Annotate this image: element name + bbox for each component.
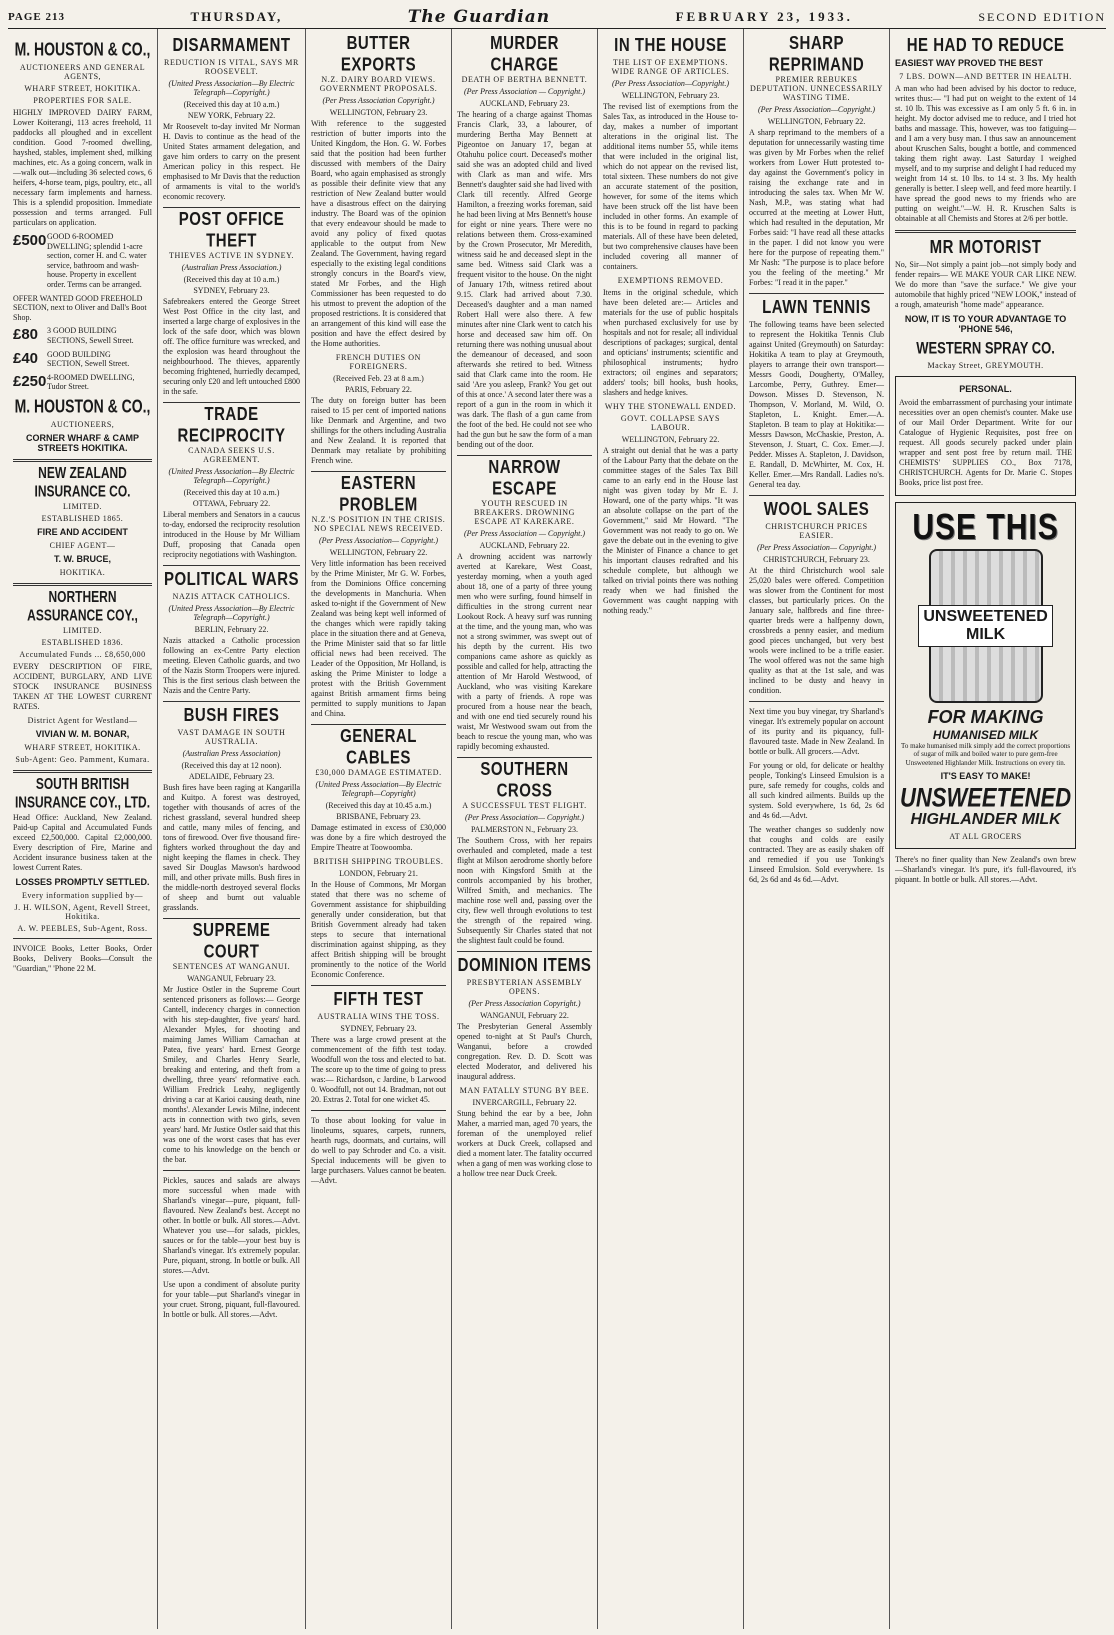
dateline: PALMERSTON N., February 23. [470, 825, 579, 834]
south-british-details: Head Office: Auckland, New Zealand. Paid-up Capital and Accumulated Funds exceed £2,500,000. Capital £2,000,000. Every description of Fire, Marine and Accident insurance business taken at the lowest Current Rates. [13, 812, 152, 872]
subhead: N.Z.'S POSITION IN THE CRISIS. NO SPECIAL NEWS RECEIVED. [311, 515, 446, 533]
credit-line: (Per Press Association — Copyright.) [463, 529, 586, 538]
credit-line: (Per Press Association Copyright.) [322, 96, 435, 105]
article-body: Damage estimated in excess of £30,000 was done by a fire which destroyed the Empire Theatre at Toowoomba. [311, 823, 446, 852]
district-agent-label: District Agent for Westland— [27, 715, 138, 725]
losses-settled: LOSSES PROMPTLY SETTLED. [15, 876, 150, 887]
nz-insurance-limited: LIMITED. [63, 501, 102, 511]
kruschen-tagline: EASIEST WAY PROVED THE BEST [895, 58, 1044, 68]
newspaper-title: The Guardian [407, 7, 551, 27]
article-body: A sharp reprimand to the members of a deputation for unnecessarily wasting time was given by Mr Forbes when the relief workers from Lower Hutt protested to-day against the Government's policy in raising the exchange rate and in introducing the sales tax. When Mr W. Nash, M.P., was stating what had occurred at the meeting at Lower Hutt, which had resulted in the deputation, Mr Forbes said: "I have read all these attacks in the paper. I did not know you were here for the purpose of repeating them." Mr Nash: "The purpose is to place before you the feeling of the meeting." Mr Forbes: "I read it in the paper." [749, 128, 884, 287]
dateline: WELLINGTON, February 23. [329, 108, 428, 117]
divider [749, 701, 884, 702]
dateline: BRISBANE, February 23. [336, 812, 421, 821]
dateline: PARIS, February 22. [345, 385, 412, 394]
subhead: SENTENCES AT WANGANUI. [172, 962, 291, 971]
column-2 [158, 29, 306, 1629]
unsweetened-wordmark: UNSWEETENED [900, 782, 1072, 813]
article-body: Liberal members and Senators in a caucus to-day, endorsed the reciprocity resolution introduced in the House by Mr William Duff, proposing that Canada open reciprocity negotiations with Washington. [163, 510, 300, 559]
headline-butter-exports: BUTTER EXPORTS [340, 32, 417, 76]
divider [895, 230, 1076, 233]
houston-ad-address: WHARF STREET, HOKITIKA. [24, 84, 141, 93]
masthead [8, 6, 1106, 29]
listing-desc: OFFER WANTED GOOD FREEHOLD SECTION, next to Oliver and Dall's Boot Shop. [13, 293, 147, 322]
divider [163, 565, 300, 566]
headline-bush-fires: BUSH FIRES [183, 704, 280, 727]
divider [457, 951, 592, 952]
received-line: (Received this day at 10.45 a.m.) [325, 801, 432, 810]
article-body: With reference to the suggested restriction of butter imports into the United Kingdom, the Hon. G. W. Forbes said that the position had been further discussed with members of the Dairy Board, who again emphasised as strongly as possible their definite view that any restriction of New Zealand butter would have a disastrous effect on the dairying industry. The Board was of the opinion that every endeavour should be made to avoid any policy of fixed quotas applicable to the output from New Zealand. The Government, having regard especially to the existing legal conditions strongly concurs in the Board's view, stated Mr Forbes, and the High Commissioner has been requested to do his utmost to prevent the adoption of the proposed restrictions. It is considered that an arrangement of this kind will ease the position and have the effect desired by the Home authorities. [311, 119, 446, 348]
received-line: (Received this day at 10 a.m.) [183, 100, 280, 109]
listing-price: £40 [13, 349, 39, 367]
western-spray-name: WESTERN SPRAY CO. [916, 337, 1055, 358]
northern-established: ESTABLISHED 1836. [41, 637, 124, 647]
make-instructions: To make humanised milk simply add the correct proportions of sugar of milk and boiled water to pure germ-free Unsweetened Highlander Milk. Instructions on every tin. [901, 742, 1071, 767]
article-body: The duty on foreign butter has been raised to 15 per cent of imported nations like Denmark and Argentine, and two shillings for the others including Australia and New Zealand. It is reported that Denmark may retaliate by prohibiting French wine. [311, 396, 446, 465]
column-3 [306, 29, 452, 1629]
headline-eastern-problem: EASTERN PROBLEM [339, 472, 418, 516]
fire-accident: FIRE AND ACCIDENT [37, 526, 128, 537]
invoice-books-ad: INVOICE Books, Letter Books, Order Books, Delivery Books—Consult the "Guardian," 'Phone 22 M. [13, 943, 152, 973]
subhead: EXEMPTIONS REMOVED. [617, 276, 724, 285]
linoleum-advt: To those about looking for value in linoleums, squares, carpets, runners, hearth rugs, doormats, and curtains, will do well to pay Schroder and Co. a visit. Special inducements will be given to large purchasers. Values cannot be beaten.—Advt. [311, 1116, 446, 1185]
insurance-description: EVERY DESCRIPTION OF FIRE, ACCIDENT, BURGLARY, AND LIVE STOCK INSURANCE BUSINESS TAKEN AT THE LOWEST CURRENT RATES. [13, 661, 152, 711]
dateline: WELLINGTON, February 22. [329, 548, 428, 557]
nz-insurance-established: ESTABLISHED 1865. [41, 513, 124, 523]
subhead: CANADA SEEKS U.S. AGREEMENT. [188, 446, 275, 464]
northern-limited: LIMITED. [63, 625, 102, 635]
column-4 [452, 29, 598, 1629]
article-body: Safebreakers entered the George Street West Post Office in the city last, and inserted a large charge of explosives in the lock of the safe door, which was blown off. The office furniture was wrecked, and the explosion was heard throughout the neighbourhood. The thieves, apparently becoming frightened, hurriedly decamped, securing only £20 and left untouched £800 in the safe. [163, 297, 300, 396]
credit-line: (Per Press Association Copyright.) [468, 999, 581, 1008]
credit-line: (Per Press Association— Copyright.) [318, 536, 439, 545]
sub-agent-kumara: Sub-Agent: Geo. Pamment, Kumara. [15, 754, 150, 764]
houston-ad-firm: M. HOUSTON & CO., [14, 38, 151, 60]
page-number: PAGE 213 [8, 11, 65, 23]
bruce-town: HOKITIKA. [59, 567, 106, 577]
credit-line: (United Press Association—By Electric Telegraph—Copyright.) [168, 467, 295, 485]
credit-line: (Per Press Association — Copyright.) [463, 87, 586, 96]
condiment-advt: Use upon a condiment of absolute purity for your table—put Sharland's vinegar in your cruet. Strong, piquant, full-flavoured. In bottle or bulk. All stores.—Advt. [163, 1280, 300, 1319]
article-body: The hearing of a charge against Thomas Francis Clark, 33, a labourer, of murdering Bertha May Bennett at Pigeontoe on January 17, began at Otahuhu police court. Deceased's mother said she was an adopted child and lived with Clark as man and wife. Mrs Bennett's daughter said she had lived with Clark till recently. Alfred George Hamilton, a freezing works foreman, said he had been living at Mrs Bennett's house for eight or nine years. There were no relations between them. Cross-examined by the Crown Prosecutor, Mr Meredith, witness said he and deceased slept in the same bed. Witness said Clark was a frequent visitor to the house. On the night of January 17th, witness retired about 9.15. Clark had arrived about 7.30. Deceased's daughter and a man named Robert Hall were also there. A few minutes after nine Clark went to catch his horse and deceased saw him off. On returning there was nothing unusual about the demeanour of deceased, and soon afterwards she retired to bed. Witness said that Clark came into the room. He said 'Are you asleep, Frank? You get out of this at once.' A second later there was a report of a gun in the room in which it was dark. The flash of a gun came from the foot of the bed. He could not see who had the gun but he saw the form of a man bending out of the door. [457, 110, 592, 449]
headline-sharp-reprimand: SHARP REPRIMAND [768, 32, 865, 76]
columns [8, 29, 1106, 1629]
headline-in-the-house: IN THE HOUSE [614, 34, 727, 57]
article-body: Mr Justice Ostler in the Supreme Court sentenced prisoners as follows:— George Cantell, indecency charges in connection with his step-daughter, five years' hard. Alexander Myles, for shooting and maiming James William Carnachan at Patea, five years' hard. Ernest George Smiley, and Charles Henry Searle, breaking and entering, and theft from a dwelling, three years' reformative each. William Fredrick Leahy, negligently driving a car at Karioi causing death, nine months'. Alexander Lewis Milne, indecent acts in connection with two girls, seven years' hard. Mr Justice Ostler said that this was one of the worst cases that has ever come to his knowledge on the bench or the bar. [163, 985, 300, 1164]
edition-label: SECOND EDITION [978, 9, 1106, 24]
subhead: DEATH OF BERTHA BENNETT. [461, 75, 588, 84]
personal-ad-body: Avoid the embarrassment of purchasing your intimate necessities over an open chemist's counter. Make use of our Mail Order Department. Write for our Catalogue of Hygienic Requisites, post free on request. All goods securely packed under plain wrapper and sent post free by return mail. THE CHEMISTS' SUPPLIES CO., Box 7178, CHRISTCHURCH. Agents for Dr. Marie C. Stopes Books, price list post free. [899, 398, 1073, 487]
article-body: Nazis attacked a Catholic procession following an ex-Centre Party election meeting. Eleven Catholic guards, and two of the Nazis Storm Troopers were injured. This is the first serious clash between the Nazis and the Centre Party. [163, 636, 300, 695]
divider [13, 583, 152, 586]
listing-desc: 4-ROOMED DWELLING, Tudor Street. [47, 372, 135, 392]
kruschen-ad-body: A man who had been advised by his doctor to reduce, writes thus:— "I had put on weight to the extent of 14 st. 10 lb. This was excessive as I am only 5 ft. 6 in. in height. My doctor advised me to reduce, and I tried hot baths and massage. This, however, was too fatiguing—and I am a very busy man. I thus saw an announcement about Kruschen Salts, bought a bottle, and commenced taking them right away. Last Saturday I weighed myself, and to my surprise and delight I had reduced my weight from 14 st. 10 lbs. to 14 st. 3 lbs. My health generally is better. I sleep well, and feed more heartily. I have spread the good news to my friends who are putting on weight."—W. H. R. Kruschen Salts is obtainable at all Chemists and Stores at 2/6 per bottle. [895, 84, 1077, 223]
subhead: THE LIST OF EXEMPTIONS. WIDE RANGE OF ARTICLES. [611, 58, 730, 76]
dateline: WANGANUI, February 22. [480, 1011, 569, 1020]
subhead: CHRISTCHURCH PRICES EASIER. [765, 522, 868, 540]
chief-agent-label: CHIEF AGENT— [49, 540, 116, 550]
dateline: WELLINGTON, February 23. [621, 91, 720, 100]
credit-line: (United Press Association—By Electric Telegraph—Copyright.) [168, 604, 295, 622]
credit-line: (Australian Press Association) [182, 749, 281, 758]
highlander-wordmark: HIGHLANDER MILK [910, 811, 1061, 829]
headline-southern-cross: SOUTHERN CROSS [480, 758, 569, 802]
houston-ad-firm-2: M. HOUSTON & CO., [14, 395, 151, 417]
divider [311, 985, 446, 986]
headline-disarmament: DISARMAMENT [172, 34, 291, 57]
article-body: Very little information has been received by the Prime Minister, Mr G. W. Forbes, from the Dominions Office concerning the developments in Manchuria. When asked to-night if the Government of New Zealand was being kept well informed of the changes which were rapidly taking place in the situation there and at Geneva, the Prime Minister said that so far little official news had been received. The Leader of the Opposition, Mr Holland, is asking the Prime Minister to lodge a protest with the British Government against British armament firms being permitted to supply munitions to Japan and China. [311, 559, 446, 718]
subhead: FRENCH DUTIES ON FOREIGNERS. [335, 353, 422, 371]
listing-row [13, 350, 152, 369]
column-6 [744, 29, 890, 1629]
headline-mr-motorist: MR MOTORIST [929, 236, 1042, 259]
dateline: SYDNEY, February 23. [193, 286, 270, 295]
dateline: LONDON, February 21. [339, 869, 418, 878]
phone-line: NOW, IT IS TO YOUR ADVANTAGE TO 'PHONE 546, [904, 314, 1067, 334]
subhead: PREMIER REBUKES DEPUTATION. UNNECESSARILY WASTING TIME. [749, 75, 884, 102]
can-label: UNSWEETENED MILK [918, 605, 1052, 647]
article-body: A straight out denial that he was a party of the Labour Party that the debate on the committee stages of the Sales Tax Bill came to an early end in the House last night was given today by Mr E. J. Howard, one of the party whips. "It was an absolute collapse on the part of the Government," said Mr Howard. "The Government was not ready to go on. We gave the debate out in the evening to give the Minister of Finance a chance to get his important clauses redrafted and his schedule complete, but although we talked on trivial points there was nothing ready when we had finished the Government was caught napping with nothing ready." [603, 446, 738, 615]
vinegar-advt: There's no finer quality than New Zealand's own brew—Sharland's vinegar. It's pure, it's full-flavoured, it's piquant. In bottle or bulk. All stores.—Advt. [895, 855, 1077, 885]
article-body: The revised list of exemptions from the Sales Tax, as introduced in the House to-day, makes a number of important alterations in the original list. The additional items number 55, while items that were included in the original list, which do not appear on the revised list, total sixteen. These numbers do not give an accurate statement of the position, however, for some of the items which have been struck off the list have been included in other forms. An example of this is to be found in regard to packing materials. All of these have been deleted, but two comprehensive clauses have been included covering all manner of containers. [603, 102, 738, 271]
western-spray-address: Mackay Street, GREYMOUTH. [927, 361, 1044, 370]
listing-price: £80 [13, 326, 39, 344]
listing-price: £500 [13, 232, 47, 249]
listing-desc: 3 GOOD BUILDING SECTIONS, Sewell Street. [47, 326, 134, 345]
listing-row [13, 294, 152, 323]
dateline: CHRISTCHURCH, February 23. [763, 555, 870, 564]
vinegar-advt: Pickles, sauces and salads are always more successful when made with Sharland's vinegar—pure, piquant, full-flavoured. New Zealand's best. Accept no other. In bottle or bulk. All stores.—Advt. Whatever you use—for salads, pickles, sauces or for the table—your best buy is Sharland's vinegar. It's extremely popular. Pure, piquant, strong. In bottle or bulk. All stores.—Advt. [163, 1176, 300, 1275]
headline-general-cables: GENERAL CABLES [340, 725, 417, 769]
headline-trade-reciprocity: TRADE RECIPROCITY [177, 403, 286, 447]
received-line: (Received Feb. 23 at 8 a.m.) [333, 374, 424, 383]
received-line: (Received this day at 10 a.m.) [183, 275, 280, 284]
headline-lawn-tennis: LAWN TENNIS [762, 296, 871, 319]
credit-line: (Per Press Association—Copyright.) [757, 105, 876, 114]
subhead: THIEVES ACTIVE IN SYDNEY. [168, 251, 295, 260]
divider [749, 495, 884, 496]
article-body: The following teams have been selected to represent the Hokitika Tennis Club against United (Greymouth) on Saturday: Hokitika A team to play at Greymouth, players to arrange their own transport—Messrs Goodi, Dougherty, O'Malley, Larcombe, Perry, Guthrey. Emer—Dowson. Misses D. Stevenson, N. Thompson, V. Morland, M. Wild, O. Stapleton, L. Knight. Emer.—A. Stapleton. B team to play at Hokitika:—Messrs Dawson, McChaskie, Preston, A. Stevenson, J. Stuart, C. Cox. Emer.—J. Pedder. Misses A. Stapleton, J. Davidson, E. Randall, D. McWhirter, M. Cox, H. Keller. Emer.—Mrs Randall. Ladies no's. General tea day. [749, 320, 884, 489]
south-british-name: SOUTH BRITISH INSURANCE COY., LTD. [14, 774, 151, 812]
headline-narrow-escape: NARROW ESCAPE [488, 456, 561, 500]
dairy-farm-listing: HIGHLY IMPROVED DAIRY FARM, Lower Koiterangi, 113 acres freehold, 11 paddocks all ploughed and in excellent condition. Good 7-roomed dwelling, hayshed, stables, implement shed, milking machines, etc. As a going concern, walk in—walk out—including 36 selected cows, 6 heifers, 4-horse team, pigs, poultry, etc., all necessary farm implements and harness. This is a splendid proposition. Immediate possession and terms arranged. Full particulars on application. [13, 108, 152, 227]
subhead: A SUCCESSFUL TEST FLIGHT. [462, 801, 587, 810]
subhead: NAZIS ATTACK CATHOLICS. [172, 592, 291, 601]
accumulated-funds: Accumulated Funds ... £8,650,000 [19, 649, 146, 659]
credit-line: (Per Press Association—Copyright.) [611, 79, 730, 88]
article-body: Items in the original schedule, which have been deleted are:— Articles and materials for the use of public hospitals when purchased exclusively for use by hospitals and not for resale; all individual descriptions of packages; surgical, dental and opticians' instruments; scientific and philosophical instruments; hydro extractors; oil engines and separators; adders' tools; bill hooks, bush hooks, slashers and hedge knives. [603, 288, 738, 397]
divider [163, 701, 300, 702]
headline-wool-sales: WOOL SALES [763, 498, 870, 521]
properties-heading: PROPERTIES FOR SALE. [33, 96, 132, 105]
column-7 [890, 29, 1081, 1629]
subhead: MAN FATALLY STUNG BY BEE. [459, 1086, 590, 1095]
credit-line: (Per Press Association— Copyright.) [756, 543, 877, 552]
houston-ad-role: AUCTIONEERS AND GENERAL AGENTS, [19, 63, 146, 81]
divider [749, 293, 884, 294]
personal-ad-box [895, 376, 1076, 496]
listing-row [13, 232, 152, 290]
dateline: WANGANUI, February 23. [187, 974, 276, 983]
at-all-grocers: AT ALL GROCERS [949, 832, 1022, 842]
dateline: WELLINGTON, February 22. [621, 435, 720, 444]
dateline: WELLINGTON, February 22. [767, 117, 866, 126]
highlander-milk-ad [895, 502, 1076, 849]
listing-desc: GOOD BUILDING SECTION, Sewell Street. [47, 349, 130, 369]
masthead-date: FEBRUARY 23, 1933. [675, 9, 853, 24]
subhead: GOVT. COLLAPSE SAYS LABOUR. [620, 414, 721, 432]
humanised-milk: HUMANISED MILK [932, 728, 1039, 742]
subhead: BRITISH SHIPPING TROUBLES. [313, 857, 444, 866]
agent-bonar: VIVIAN W. M. BONAR, [35, 728, 130, 739]
use-this-heading: USE THIS [912, 507, 1059, 548]
subhead: £30,000 DAMAGE ESTIMATED. [315, 768, 442, 777]
vinegar-advt: Next time you buy vinegar, try Sharland's vinegar. It's extremely popular on account of its purity and its piquancy, full-flavoured taste. Made in New Zealand. In bottle or bulk. All grocers.—Advt. [749, 707, 884, 756]
subhead: VAST DAMAGE IN SOUTH AUSTRALIA. [177, 728, 286, 746]
subhead: YOUTH RESCUED IN BREAKERS. DROWNING ESCAPE AT KAREKARE. [473, 499, 576, 526]
subhead: PRESBYTERIAN ASSEMBLY OPENS. [466, 978, 583, 996]
agent-wilson: J. H. WILSON, Agent, Revell Street, Hokitika. [14, 902, 151, 921]
dateline: BERLIN, February 22. [194, 625, 269, 634]
column-5 [598, 29, 744, 1629]
personal-heading: PERSONAL. [959, 384, 1012, 394]
divider [13, 938, 152, 939]
divider [13, 770, 152, 773]
subhead: N.Z. DAIRY BOARD VIEWS. GOVERNMENT PROPOSALS. [319, 75, 438, 93]
bonar-address: WHARF STREET, HOKITIKA. [24, 742, 141, 752]
headline-dominion-items: DOMINION ITEMS [457, 954, 592, 977]
listing-row [13, 326, 152, 345]
dateline: OTTAWA, February 22. [192, 499, 271, 508]
dateline: SYDNEY, February 23. [340, 1024, 417, 1033]
headline-murder-charge: MURDER CHARGE [490, 32, 559, 76]
listing-row [13, 373, 152, 392]
houston-auctioneers: AUCTIONEERS, [50, 419, 115, 429]
linseed-advt-2: The weather changes so suddenly now that coughs and colds are easily contracted. They are as easily shaken off and remedied if you use Tonking's Linseed Emulsion. Sold everywhere. 1s 6d, 2s 6d and 4s 6d.—Advt. [749, 825, 884, 884]
article-body: There was a large crowd present at the commencement of the fifth test today. Woodfull won the toss and elected to bat. The score up to the time of going to press was:— Richardson, c Jardine, b Larwood 0. Woodfull, not out 14. Bradman, not out 20. Extras 2. Total for one wicket 45. [311, 1035, 446, 1104]
credit-line: (Australian Press Association.) [181, 263, 282, 272]
divider [311, 1110, 446, 1111]
headline-fifth-test: FIFTH TEST [333, 988, 424, 1011]
information-label: Every information supplied by— [22, 890, 143, 900]
dateline: ADELAIDE, February 23. [188, 772, 275, 781]
dateline: AUCKLAND, February 22. [479, 541, 570, 550]
dateline: AUCKLAND, February 23. [479, 99, 570, 108]
subhead: REDUCTION IS VITAL, SAYS MR ROOSEVELT. [164, 58, 299, 76]
credit-line: (United Press Association—By Electric Telegraph—Copyright) [315, 780, 442, 798]
divider [163, 1170, 300, 1171]
divider [13, 459, 152, 462]
dateline: NEW YORK, February 22. [187, 111, 276, 120]
milk-can-icon [923, 549, 1048, 703]
article-body: At the third Christchurch wool sale 25,020 bales were offered. Competition was slower from the Continent for most classes, but particularly prices. On the January sale, halfbreds and fine three-quarter breds were a halfpenny down, crossbreds a penny easier, and medium good pieces unchanged, but very best wools were inclined to be a trifle easier. The wool offered was not the same high quality as that at the 1st sale, and was inclined to be dusty and heavy in condition. [749, 566, 884, 695]
dateline: INVERCARGILL, February 22. [472, 1098, 577, 1107]
subhead: WHY THE STONEWALL ENDED. [604, 402, 737, 411]
credit-line: (United Press Association—By Electric Telegraph—Copyright.) [168, 79, 295, 97]
column-1 [8, 29, 158, 1629]
received-line: (Received this day at 10 a.m.) [183, 488, 280, 497]
listing-desc: GOOD 6-ROOMED DWELLING; splendid 1-acre section, corner H. and C. water service, bathroom and wash-house. Property in excellent order. Terms can be arranged. [47, 232, 147, 289]
for-making: FOR MAKING [927, 707, 1044, 727]
received-line: (Received this day at 12 noon). [181, 761, 282, 770]
listing-price: £250 [13, 372, 47, 390]
headline-political-wars: POLITICAL WARS [163, 568, 300, 591]
article-body: The Presbyterian General Assembly opened to-night at St Paul's Church, Wanganui, before a crowded congregation. Rev. D. D. Scott was elected Moderator, and delivered his inaugural address. [457, 1022, 592, 1081]
kruschen-sub: 7 LBS. DOWN—AND BETTER IN HEALTH. [899, 72, 1072, 81]
headline-he-had-to-reduce: HE HAD TO REDUCE [906, 34, 1065, 57]
nz-insurance-name: NEW ZEALAND INSURANCE CO. [34, 463, 131, 501]
article-body: Stung behind the ear by a bee, John Maher, a married man, aged 70 years, the foreman of the unemployed relief workers at Duck Creek, collapsed and died a moment later. The fatality occurred when a gang of men was working close to a hollow tree near Duck Creek. [457, 1109, 592, 1178]
motorist-ad-body: No, Sir—Not simply a paint job—not simply body and fender repairs— WE MAKE YOUR CAR LIKE NEW. We do more than "save the surface." We give your automobile that highly priced "NEW LOOK," instead of a rough, amateurish "home made" appearance. [895, 260, 1077, 309]
subhead: AUSTRALIA WINS THE TOSS. [317, 1012, 440, 1021]
article-body: The Southern Cross, with her repairs overhauled and completed, made a test flight at Milson aerodrome shortly before noon with Kingsford Smith at the controls accompanied by his brother, Wilfred Smith, and mechanics. The machine rose well and, passing over the city, flew well through evolutions to test the strength of the repaired wing. Subsequently Sir Charles stated that not the slightest fault could be found. [457, 836, 592, 945]
headline-supreme-court: SUPREME COURT [192, 919, 271, 963]
northern-assurance-name: NORTHERN ASSURANCE COY., [27, 587, 138, 625]
credit-line: (Per Press Association— Copyright.) [464, 813, 585, 822]
article-body: In the House of Commons, Mr Morgan stated that there was no scheme of Government assistance for shipbuilding generally under consideration, but that British Government already had taken steps to secure that international discrimination against shipping, as they affect British shipping will be brought prominently to the notice of the World Economic Conference. [311, 880, 446, 979]
houston-corner: CORNER WHARF & CAMP STREETS HOKITIKA. [26, 432, 139, 453]
linseed-advt: For young or old, for delicate or healthy people, Tonking's Linseed Emulsion is a pure, safe remedy for coughs, colds and all such kindred ailments. Builds up the system. Sold everywhere, 1s 6d, 2s 6d and 4s 6d.—Advt. [749, 761, 884, 820]
agent-bruce: T. W. BRUCE, [53, 553, 111, 564]
masthead-day: THURSDAY, [190, 9, 283, 24]
article-body: Bush fires have been raging at Kangarilla and Kuitpo. A forest was destroyed, together with thousands of acres of the richest grassland, several hundred sheep and cattle, many miles of fencing, and tons of firewood. Over five thousand fire-fighters worked throughout the day and night keeping the flames in check. They saved Sir Douglas Mawson's hardwood mill, and other private mills. Bush fires in the middle-north destroyed several flocks of sheep and burnt out valuable grasslands. [163, 783, 300, 912]
agent-peebles: A. W. PEEBLES, Sub-Agent, Ross. [17, 923, 148, 933]
article-body: A drowning accident was narrowly averted at Karekare, West Coast, yesterday morning, when a youth aged about 18, one of a party of three young men who were surfing, found himself in difficulties in the strong current near Lookout Rock. A heavy surf was running at the time, and the young man, who was not a strong swimmer, was swept out of his depth by the current. His two companions came ashore as quickly as possible and called for help, attracting the attention of Mr Harold Westwood, of Auckland, who was visiting Karekare with a party of friends. A rope was procured from a house near the beach, and with one end tied securely round his waist, Mr Westwood swam out from the beach to rescue the young man, who was rapidly becoming exhausted. [457, 552, 592, 751]
easy-to-make: IT'S EASY TO MAKE! [940, 771, 1031, 782]
article-body: Mr Roosevelt to-day invited Mr Norman H. Davis to continue as the head of the United States armament delegation, and gave him orders to carry on the present American policy in this respect. He emphasised to Mr Davis that the reduction of armaments is vital to the world's economic recovery. [163, 122, 300, 201]
headline-post-office-theft: POST OFFICE THEFT [178, 208, 285, 252]
